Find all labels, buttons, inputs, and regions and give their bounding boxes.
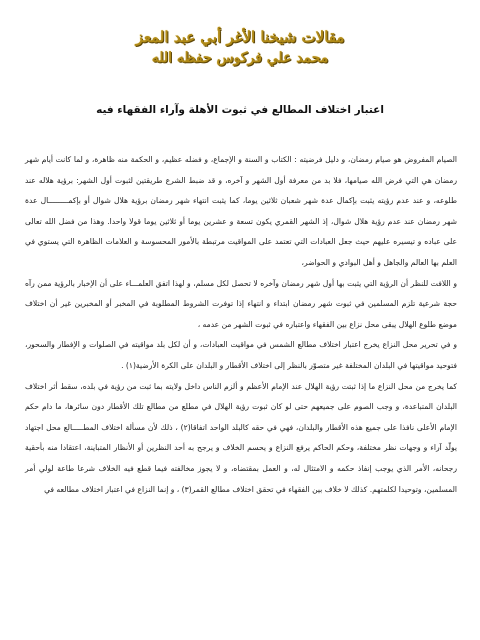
paragraph: و اللافت للنظر أن الرؤية التي يثبت بها أول شهر رمضان وآخره لا تحصل لكل مسلم، و لهذا اتفق العلمـــاء على أن الإخبار بالرؤية ممن رآه حجة شرعية تلزم المسلمين في ثبوت شهر رمضان ابتداء و انتهاء إذا توفرت الشروط المطلوبة في المخبر أو المخبرين غير أن اختلاف موضع طلوع الهلال يبقى محل نزاع بين الفقهاء واعتباره في ثبوت الشهر من عدمه ،	[25, 278, 457, 329]
header-line-2: محمد علي فركوس حفظه الله	[151, 50, 329, 66]
paragraph: و في تحرير محل النزاع يخرج اعتبار اختلاف مطالع الشمس في مواقيت العبادات، و أن لكل بلد مواقيته في الصلوات و الإفطار والسحور، فتوحيد مواقيتها في البلدان المختلفة غير متصوّر بالنظر إلى اختلاف الأقطار و البلدان على الكرة الأرضية(١) .	[25, 340, 457, 370]
header-line-1: مقالات شيخنا الأغر أبي عبد المعز	[135, 28, 345, 46]
article-body	[25, 150, 457, 500]
article-title: اعتبار اختلاف المطالع في ثبوت الأهلة وآراء الفقهاء فيه	[96, 104, 384, 116]
paragraph: الصيام المفروض هو صيام رمضان، و دليل فرضيته : الكتاب و السنة و الإجماع، و فضله عظيم، و الحكمة منه ظاهرة، و لما كانت أيام شهر رمضان هي التي فرض الله صيامها، فلا بد من معرفة أول الشهر و آخره، و قد ضبط الشرع طريقتين لثبوت أول الشهر: برؤية هلاله عند طلوعه، و عند عدم رؤيته يثبت بإكمال عدة شهر شعبان ثلاثين يوما، كما يثبت انتهاء شهر رمضان برؤية هلال شوال أو بإكمـــــــــال عدة شهر رمضان عند عدم رؤية هلال شوال، إذ الشهر القمري يكون تسعة و عشرين يوما أو ثلاثين يوما قولا واحدا. وهذا من فضل الله تعالى على عباده و تيسيره عليهم حيث جعل العبادات التي تعتمد على المواقيت مرتبطة بالأمور المحسوسة و العلامات الظاهرة التي يستوي في العلم بها العالم والجاهل و أهل البوادي و الحواضر،	[25, 155, 457, 267]
decorative-header	[0, 26, 480, 68]
paragraph: كما يخرج من محل النزاع ما إذا ثبتت رؤية الهلال عند الإمام الأعظم و ألزم الناس داخل ولايته بما ثبت من رؤية في بلده، سقط أثر اختلاف البلدان المتباعدة، و وجب الصوم على جميعهم حتى لو كان ثبوت رؤية الهلال في مطلع من مطالع تلك الأقطار دون سائرها، ما دام حكم الإمام الأعلى نافذا على جميع هذه الأقطار والبلدان، فهي في حقه كالبلد الواحد اتفاقا(٢) ، ذلك لأن مسألة اختلاف المطـــــالع محل اجتهاد يولّد آراء و وجهات نظر مختلفة، وحكم الحاكم يرفع النزاع و يحسم الخلاف و يرجح به أحد النظرين أو الأنظار المتباينة، اعتقادا منه بأحقية رجحانه، الأمر الذي يوجب إنفاذ حكمه و الامتثال له، و العمل بمقتضاه، و لا يجوز مخالفته فيما قطع فيه الخلاف شرعا طاعة لولي أمر المسلمين، وتوحيدا لكلمتهم. كذلك لا خلاف بين الفقهاء في تحقق اختلاف مطالع القمر(٣) ، و إنما النزاع في اعتبار اختلاف مطالعه في	[25, 381, 457, 494]
